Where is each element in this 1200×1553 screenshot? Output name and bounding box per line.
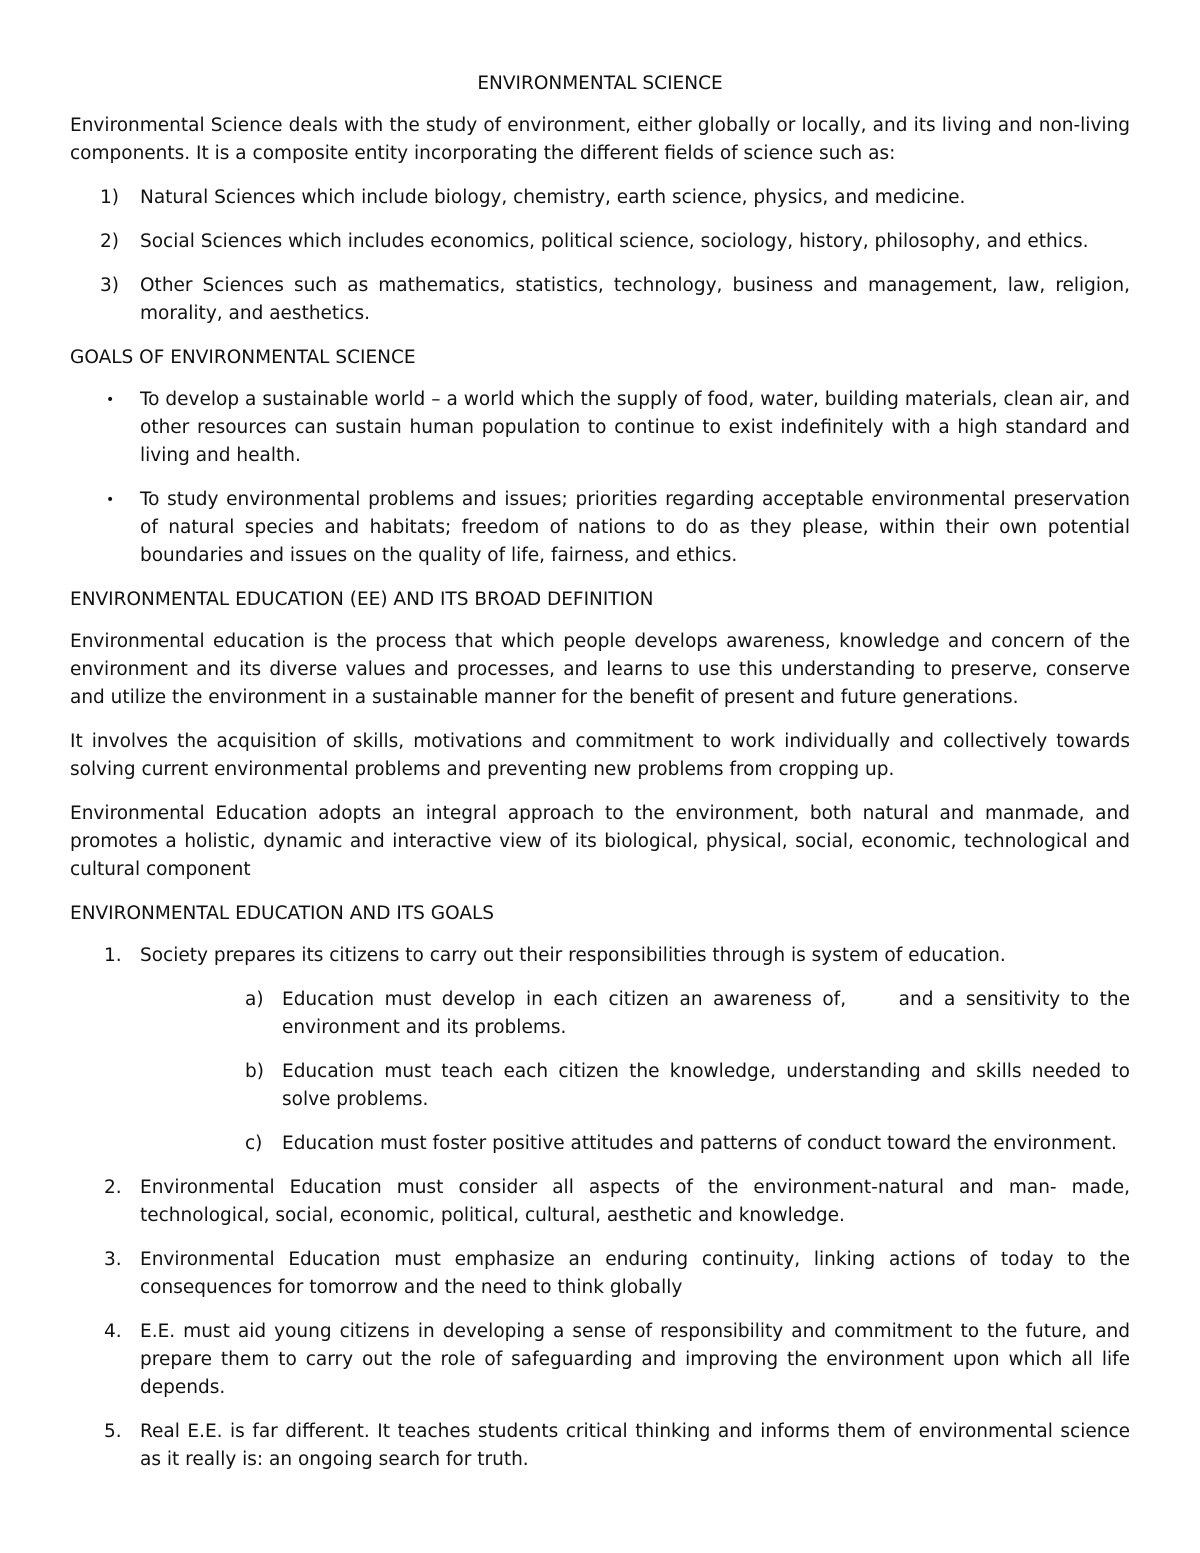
list-item — [70, 1318, 1130, 1402]
sciences-list — [70, 184, 1130, 328]
list-item-text: To develop a sustainable world – a world which the supply of food, water, building materials, clean air, and other resources can sustain human population to continue to exist indefinitely with a high standard and living and health. — [140, 389, 1130, 466]
ee-subgoals-list — [70, 986, 1136, 1158]
ee-paragraph: Environmental Education adopts an integral approach to the environment, both natural and manmade, and promotes a holistic, dynamic and interactive view of its biological, physical, social, economic, technological and cultural component — [70, 803, 1130, 880]
bullet-icon: • — [106, 492, 115, 508]
list-item — [70, 1130, 1130, 1158]
list-marker: 4. — [104, 1321, 122, 1342]
list-marker: 2. — [104, 1177, 122, 1198]
list-marker: 1) — [100, 187, 119, 208]
list-item-text: Natural Sciences which include biology, chemistry, earth science, physics, and medicine. — [140, 187, 966, 208]
list-marker: 5. — [104, 1421, 122, 1442]
list-item — [70, 272, 1130, 328]
document-page — [70, 70, 1136, 1490]
list-item — [70, 184, 1130, 212]
list-item — [70, 486, 1130, 570]
section-heading-ee-definition: ENVIRONMENTAL EDUCATION (EE) AND ITS BROAD DEFINITION — [70, 589, 654, 610]
ee-paragraph: It involves the acquisition of skills, motivations and commitment to work individually and collectively towards solving current environmental problems and preventing new problems from cropping up. — [70, 731, 1130, 780]
list-marker: 3) — [100, 275, 119, 296]
ee-paragraph: Environmental education is the process that which people develops awareness, knowledge and concern of the environment and its diverse values and processes, and learns to use this understanding to preserve, conserve and utilize the environment in a sustainable manner for the benefit of present and future generations. — [70, 631, 1130, 708]
list-item-text: Society prepares its citizens to carry out their responsibilities through is system of education. — [140, 945, 1006, 966]
list-item-text: Environmental Education must consider all aspects of the environment-natural and man- made, technological, social, economic, political, cultural, aesthetic and knowledge. — [140, 1177, 1130, 1226]
list-marker: c) — [245, 1133, 263, 1154]
list-item-text: E.E. must aid young citizens in developing a sense of responsibility and commitment to the future, and prepare them to carry out the role of safeguarding and improving the environment upon which all life depends. — [140, 1321, 1130, 1398]
section-heading-goals: GOALS OF ENVIRONMENTAL SCIENCE — [70, 347, 416, 368]
intro-paragraph: Environmental Science deals with the study of environment, either globally or locally, and its living and non-living components. It is a composite entity incorporating the different fields of science such as: — [70, 115, 1130, 164]
list-marker: 1. — [104, 945, 122, 966]
goals-list — [70, 386, 1130, 570]
ee-goals-list-continued — [70, 1174, 1130, 1474]
list-item-text: Social Sciences which includes economics, political science, sociology, history, philosophy, and ethics. — [140, 231, 1089, 252]
bullet-icon: • — [106, 392, 115, 408]
list-item-text: Real E.E. is far different. It teaches students critical thinking and informs them of environmental science as it really is: an ongoing search for truth. — [140, 1421, 1130, 1470]
list-item — [70, 228, 1130, 256]
ee-goals-list — [70, 942, 1130, 970]
list-item-text: To study environmental problems and issues; priorities regarding acceptable environmental preservation of natural species and habitats; freedom of nations to do as they please, within their own potential boundaries and issues on the quality of life, fairness, and ethics. — [140, 489, 1130, 566]
section-heading-ee-goals: ENVIRONMENTAL EDUCATION AND ITS GOALS — [70, 903, 495, 924]
list-item — [70, 942, 1130, 970]
list-item-text: Other Sciences such as mathematics, statistics, technology, business and management, law, religion, morality, and aesthetics. — [140, 275, 1130, 324]
list-item — [70, 1418, 1130, 1474]
list-item — [70, 986, 1136, 1042]
list-item-text: Education must foster positive attitudes and patterns of conduct toward the environment. — [282, 1133, 1117, 1154]
list-marker: a) — [245, 989, 264, 1010]
list-marker: 3. — [104, 1249, 122, 1270]
list-item-text: Environmental Education must emphasize an enduring continuity, linking actions of today to the consequences for tomorrow and the need to think globally — [140, 1249, 1130, 1298]
list-marker: b) — [245, 1061, 264, 1082]
list-item — [70, 1058, 1130, 1114]
document-title: ENVIRONMENTAL SCIENCE — [477, 73, 723, 94]
list-item-text: Education must teach each citizen the knowledge, understanding and skills needed to solve problems. — [282, 1061, 1130, 1110]
list-item — [70, 386, 1130, 470]
list-item — [70, 1246, 1130, 1302]
list-marker: 2) — [100, 231, 119, 252]
list-item — [70, 1174, 1130, 1230]
list-item-text: Education must develop in each citizen an awareness of, and a sensitivity to the environment and its problems. — [282, 989, 1136, 1038]
